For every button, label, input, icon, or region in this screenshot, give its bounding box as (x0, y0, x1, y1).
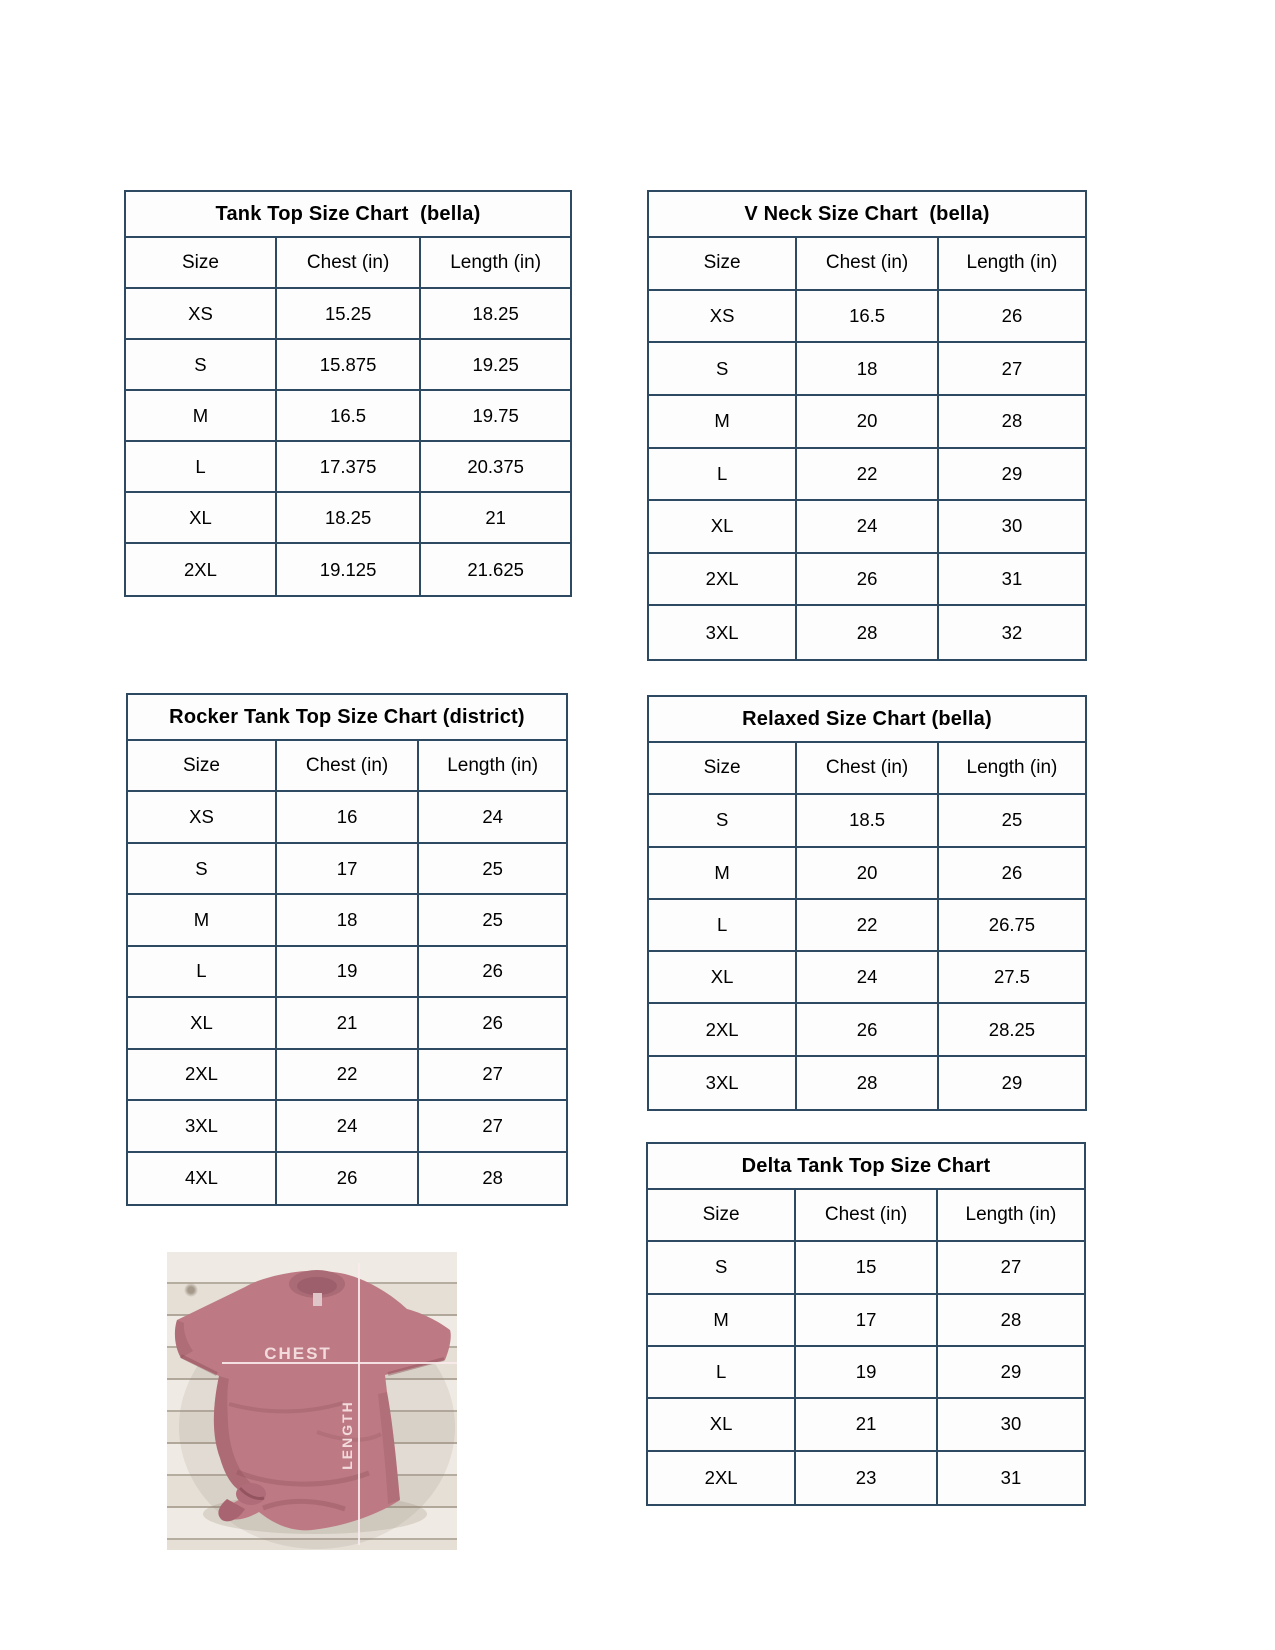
chest-cell: 18.25 (277, 493, 421, 544)
size-cell: M (648, 1295, 796, 1347)
length-cell: 25 (939, 795, 1085, 847)
column-header: Chest (in) (796, 1190, 938, 1242)
column-header: Length (in) (419, 741, 566, 792)
table-title: Delta Tank Top Size Chart (648, 1144, 1084, 1190)
chest-cell: 28 (797, 1057, 939, 1109)
size-cell: L (649, 449, 797, 502)
chest-cell: 24 (277, 1101, 419, 1152)
column-header: Chest (in) (797, 238, 939, 291)
table-delta-tank-top-size-chart (646, 1142, 1086, 1506)
length-cell: 28 (938, 1295, 1084, 1347)
length-cell: 26 (419, 947, 566, 998)
size-cell: 2XL (126, 544, 277, 595)
chest-cell: 23 (796, 1452, 938, 1504)
chest-cell: 26 (797, 554, 939, 607)
length-cell: 27.5 (939, 952, 1085, 1004)
chest-cell: 16.5 (797, 291, 939, 344)
chest-cell: 19 (277, 947, 419, 998)
size-cell: XL (126, 493, 277, 544)
chest-cell: 26 (797, 1004, 939, 1056)
table-title: V Neck Size Chart (bella) (649, 192, 1085, 238)
column-header: Length (in) (939, 238, 1085, 291)
size-cell: XS (128, 792, 277, 843)
size-cell: S (649, 795, 797, 847)
tshirt-measurement-photo (167, 1252, 457, 1550)
chest-cell: 16.5 (277, 391, 421, 442)
length-cell: 24 (419, 792, 566, 843)
table-relaxed-size-chart (647, 695, 1087, 1111)
column-header: Size (126, 238, 277, 289)
chest-cell: 20 (797, 848, 939, 900)
length-cell: 26.75 (939, 900, 1085, 952)
size-cell: XL (649, 952, 797, 1004)
size-cell: L (649, 900, 797, 952)
column-header: Size (649, 238, 797, 291)
size-cell: 2XL (649, 554, 797, 607)
chest-cell: 18.5 (797, 795, 939, 847)
size-cell: 3XL (649, 1057, 797, 1109)
length-measure-line (358, 1263, 360, 1545)
length-cell: 21.625 (467, 558, 524, 580)
length-cell: 29 (939, 449, 1085, 502)
size-cell: 3XL (128, 1101, 277, 1152)
length-cell: 27 (419, 1050, 566, 1101)
chest-cell: 22 (797, 900, 939, 952)
chest-cell: 24 (797, 952, 939, 1004)
column-header: Chest (in) (277, 238, 421, 289)
chest-cell: 22 (277, 1050, 419, 1101)
table-rocker-tank-top-size-chart (126, 693, 568, 1206)
length-cell: 21 (421, 493, 570, 544)
chest-label: CHEST (264, 1344, 332, 1363)
chest-cell: 26 (277, 1153, 419, 1204)
chest-cell: 20 (797, 396, 939, 449)
length-cell: 28 (939, 396, 1085, 449)
size-cell: XL (648, 1399, 796, 1451)
size-cell: S (126, 340, 277, 391)
table-title: Tank Top Size Chart (bella) (126, 192, 570, 238)
length-cell: 27 (938, 1242, 1084, 1294)
chest-cell: 18 (797, 343, 939, 396)
chest-cell: 17 (277, 844, 419, 895)
length-cell: 27 (419, 1101, 566, 1152)
chest-measure-line (222, 1362, 457, 1364)
length-cell: 29 (938, 1347, 1084, 1399)
length-cell: 19.75 (421, 391, 570, 442)
column-header: Chest (in) (797, 743, 939, 795)
column-header: Size (648, 1190, 796, 1242)
column-header: Length (in) (421, 238, 570, 289)
size-cell: 2XL (649, 1004, 797, 1056)
length-cell: 31 (939, 554, 1085, 607)
length-label: LENGTH (339, 1400, 355, 1470)
length-cell: 27 (939, 343, 1085, 396)
hem-knot (236, 1483, 266, 1505)
column-header: Length (in) (938, 1190, 1084, 1242)
column-header: Length (in) (939, 743, 1085, 795)
chest-cell: 15 (796, 1242, 938, 1294)
length-cell: 28.25 (939, 1004, 1085, 1056)
size-cell: XS (126, 289, 277, 340)
size-cell: L (128, 947, 277, 998)
chest-cell: 18 (277, 895, 419, 946)
column-header: Size (649, 743, 797, 795)
table-title: Rocker Tank Top Size Chart (district) (128, 695, 566, 741)
chest-cell: 19 (796, 1347, 938, 1399)
chest-cell: 17.375 (277, 442, 421, 493)
size-cell: 4XL (128, 1153, 277, 1204)
size-cell: M (649, 396, 797, 449)
chest-cell: 22 (797, 449, 939, 502)
length-cell: 25 (419, 895, 566, 946)
size-cell: L (648, 1347, 796, 1399)
size-cell: XL (649, 501, 797, 554)
care-tag (313, 1293, 322, 1306)
length-cell: 20.375 (421, 442, 570, 493)
length-cell: 19.25 (421, 340, 570, 391)
size-cell: S (128, 844, 277, 895)
length-cell: 26 (419, 998, 566, 1049)
length-cell: 31 (1000, 1466, 1022, 1488)
size-cell: 2XL (128, 1050, 277, 1101)
chest-cell: 21 (796, 1399, 938, 1451)
table-tank-top-size-chart (124, 190, 572, 597)
size-cell: S (648, 1242, 796, 1294)
size-cell: XL (128, 998, 277, 1049)
length-cell: 29 (1001, 1071, 1023, 1093)
length-cell: 26 (939, 291, 1085, 344)
chest-cell: 19.125 (277, 544, 421, 595)
table-title: Relaxed Size Chart (bella) (649, 697, 1085, 743)
chest-cell: 28 (797, 606, 939, 659)
size-cell: L (126, 442, 277, 493)
column-header: Size (128, 741, 277, 792)
length-cell: 30 (939, 501, 1085, 554)
size-cell: M (128, 895, 277, 946)
size-cell: M (126, 391, 277, 442)
tshirt-graphic (167, 1252, 457, 1550)
chest-cell: 21 (277, 998, 419, 1049)
length-cell: 18.25 (421, 289, 570, 340)
size-cell: M (649, 848, 797, 900)
length-cell: 30 (938, 1399, 1084, 1451)
collar-opening (297, 1277, 337, 1295)
size-cell: 3XL (649, 606, 797, 659)
chest-cell: 17 (796, 1295, 938, 1347)
column-header: Chest (in) (277, 741, 419, 792)
size-cell: S (649, 343, 797, 396)
length-cell: 25 (419, 844, 566, 895)
length-cell: 26 (939, 848, 1085, 900)
chest-cell: 24 (797, 501, 939, 554)
length-cell: 28 (482, 1167, 503, 1189)
chest-cell: 15.25 (277, 289, 421, 340)
table-v-neck-size-chart (647, 190, 1087, 661)
size-cell: 2XL (648, 1452, 796, 1504)
chest-cell: 16 (277, 792, 419, 843)
chest-cell: 15.875 (277, 340, 421, 391)
length-cell: 32 (1001, 621, 1023, 643)
size-cell: XS (649, 291, 797, 344)
